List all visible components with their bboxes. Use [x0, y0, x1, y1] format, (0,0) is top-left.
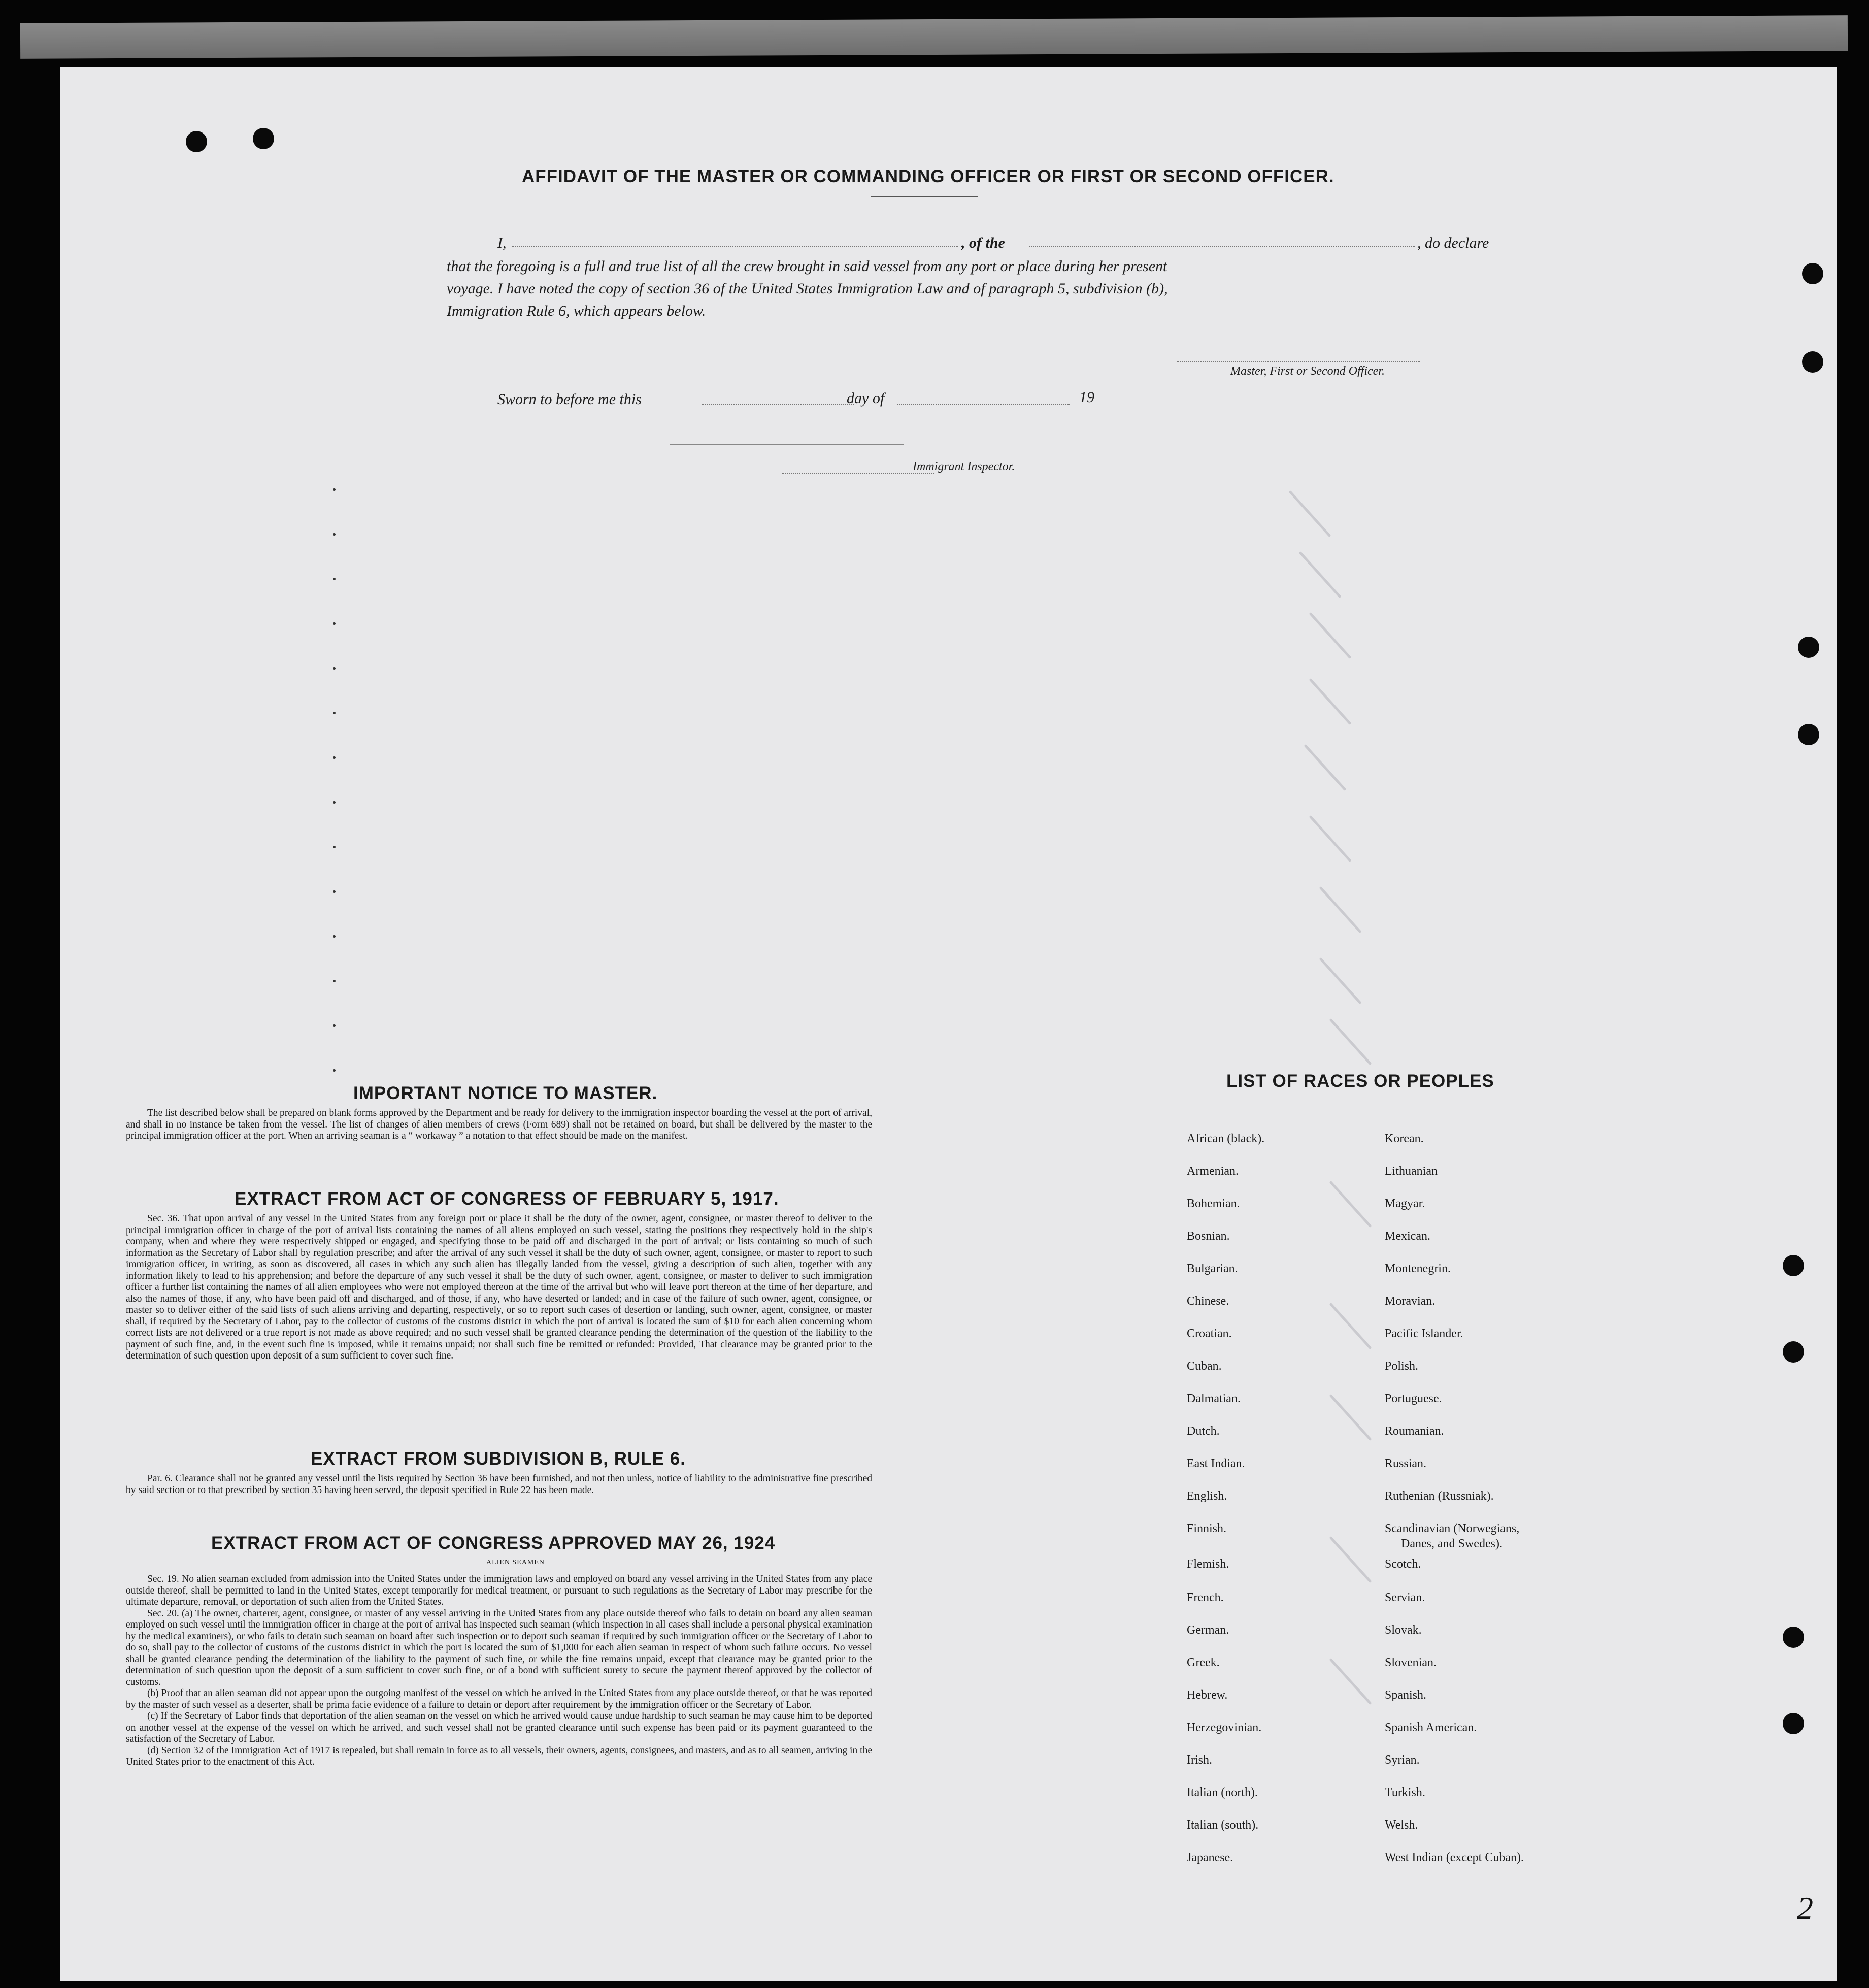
handwritten-page-number: 2 — [1797, 1890, 1813, 1926]
punch-hole — [186, 131, 207, 152]
race-item: Slovenian. — [1385, 1656, 1437, 1669]
race-item: Bulgarian. — [1187, 1262, 1238, 1275]
affidavit-body-line-1: that the foregoing is a full and true list of all the crew brought in said vessel from any port or place during her present — [447, 258, 1167, 275]
master-name-line[interactable] — [512, 246, 958, 247]
row-dot — [333, 1024, 336, 1027]
race-item: Syrian. — [1385, 1753, 1420, 1767]
race-item: Slovak. — [1385, 1623, 1422, 1637]
punch-hole — [1783, 1627, 1804, 1648]
race-item: Magyar. — [1385, 1197, 1425, 1210]
sec-36-paragraph: Sec. 36. That upon arrival of any vessel in the United States from any foreign port or place it shall be the duty of the owner, agent, consignee, or master thereof to deliver to the principal immigration officer in charge of the port of arrival lists containing the names of all aliens employed on such vessel, stating the positions they respectively hold in the ship's company, when and where they were respectively shipped or engaged, and specifying those to be paid off and discharged in the port of arrival; or lists containing so much of such information as the Secretary of Labor shall by regulation prescribe; and after the arrival of any such vessel it shall be the duty of such owner, agent, consignee, or master to report to such immigration officer, in writing, as soon as discovered, all cases in which any such alien has illegally landed from the vessel, giving a description of such alien, together with any information likely to lead to his apprehension; and before the departure of any such vessel it shall be the duty of such owner, agent, consignee, or master to deliver to such immigration officer a further list containing the names of all alien employees who were not employed thereon at the time of the arrival but who will leave port thereon at the time of her departure, and also the names of those, if any, who have been paid off and discharged, and of those, if any, who have deserted or landed; and in case of the failure of such owner, agent, consignee, or master so to deliver either of the said lists of such aliens arriving and departing, respectively, or so to report such cases of desertion or landing, such owner, agent, consignee, or master shall, if required by the Secretary of Labor, pay to the collector of customs of the customs district in which the port of arrival is located the sum of $10 for each alien concerning whom correct lists are not delivered or a true report is not made as above required; and no such vessel shall be granted clearance pending the determination of the question of the liability to the payment of such fine, and, in the event such fine is imposed, while it remains unpaid; nor shall such fine be remitted or refunded: Provided, That clearance may be granted prior to the determination of such question upon deposit of a sum sufficient to cover such fine. — [126, 1213, 872, 1361]
row-dot — [333, 622, 336, 625]
extract-1917-title: EXTRACT FROM ACT OF CONGRESS OF FEBRUARY 5, 1917. — [235, 1189, 779, 1209]
bleed-through-mark — [1319, 957, 1361, 1005]
vessel-name-line[interactable] — [1029, 246, 1415, 247]
inspector-signature-line[interactable] — [782, 473, 934, 474]
punch-hole — [1783, 1713, 1804, 1734]
row-dot — [333, 801, 336, 804]
race-item: Herzegovinian. — [1187, 1721, 1262, 1734]
race-item: Spanish. — [1385, 1688, 1427, 1702]
row-dot — [333, 935, 336, 938]
inspector-signature-rule — [670, 444, 904, 445]
race-item: Lithuanian — [1385, 1165, 1438, 1178]
race-item: Greek. — [1187, 1656, 1220, 1669]
sec-19-paragraph: Sec. 19. No alien seaman excluded from admission into the United States under the immigration laws and employed on board any vessel arriving in the United States from any place outside thereof, shall be permitted to land in the United States, except temporarily for medical treatment, or pursuant to such regulations as the Secretary of Labor may prescribe for the ultimate departure, removal, or deportation of such alien from the United States. — [126, 1574, 872, 1607]
punch-hole — [253, 128, 274, 149]
bleed-through-mark — [1309, 612, 1351, 659]
row-dot — [333, 980, 336, 982]
race-item: African (black). — [1187, 1132, 1265, 1145]
race-item: Italian (south). — [1187, 1818, 1259, 1832]
row-dot — [333, 488, 336, 491]
race-item: Scotch. — [1385, 1558, 1421, 1571]
race-item: French. — [1187, 1591, 1224, 1604]
race-item: Chinese. — [1187, 1295, 1229, 1308]
row-dot — [333, 578, 336, 580]
punch-hole — [1798, 637, 1819, 658]
affidavit-body-line-3: Immigration Rule 6, which appears below. — [447, 303, 706, 319]
of-the-label: , of the — [961, 235, 1005, 251]
sworn-label: Sworn to before me this — [497, 391, 642, 408]
affidavit-body-line-2: voyage. I have noted the copy of section 36 of the United States Immigration Law and of paragraph 5, subdivision (b), — [447, 280, 1168, 297]
race-item-continuation: Danes, and Swedes). — [1401, 1537, 1503, 1550]
extract-1924-title: EXTRACT FROM ACT OF CONGRESS APPROVED MAY 26, 1924 — [211, 1533, 776, 1553]
race-item: Ruthenian (Russniak). — [1385, 1489, 1494, 1503]
race-item: Hebrew. — [1187, 1688, 1228, 1702]
punch-hole — [1783, 1255, 1804, 1276]
race-item: Servian. — [1385, 1591, 1425, 1604]
affidavit-i-label: I, — [497, 235, 507, 251]
master-signature-line[interactable] — [1177, 361, 1420, 362]
bleed-through-mark — [1304, 744, 1346, 791]
race-item: Irish. — [1187, 1753, 1212, 1767]
extract-1917-text — [126, 1213, 872, 1362]
notice-paragraph: The list described below shall be prepared on blank forms approved by the Department and be ready for delivery to the immigration inspector boarding the vessel at the port of arrival, and shall in no instance be taken from the vessel. The list of changes of alien members of crews (Form 689) shall not be retained on board, but shall be delivered by the master to the principal immigration officer at the port. When an arriving seaman is a “ workaway ” a notation to that effect should be made on the manifest. — [126, 1108, 872, 1141]
race-item: Cuban. — [1187, 1360, 1222, 1373]
row-dot — [333, 756, 336, 759]
manifest-page — [60, 67, 1837, 1981]
sworn-month-line[interactable] — [897, 404, 1070, 405]
race-item: Bosnian. — [1187, 1230, 1230, 1243]
race-item: East Indian. — [1187, 1457, 1245, 1470]
bleed-through-mark — [1329, 1181, 1372, 1228]
race-item: Roumanian. — [1385, 1424, 1444, 1438]
par-6-paragraph: Par. 6. Clearance shall not be granted any vessel until the lists required by Section 36 have been furnished, and not then unless, notice of liability to the administrative fine prescribed by said section or to that prescribed by section 35 having been served, the deposit specified in Rule 22 has been made. — [126, 1473, 872, 1496]
race-item: Mexican. — [1385, 1230, 1430, 1243]
race-item: Armenian. — [1187, 1165, 1239, 1178]
race-item: Polish. — [1385, 1360, 1419, 1373]
race-item: Flemish. — [1187, 1558, 1229, 1571]
punch-hole — [1798, 724, 1819, 745]
race-item: Dalmatian. — [1187, 1392, 1241, 1405]
sec-20c-paragraph: (c) If the Secretary of Labor finds that deportation of the alien seaman on the vessel on which he arrived would cause undue hardship to such seaman he may cause him to be deported on another vessel at the expense of the vessel on which he arrived, and such vessel shall not be granted clearance until such expense has been paid or its payment guaranteed to the satisfaction of the Secretary of Labor. — [126, 1711, 872, 1744]
bleed-through-mark — [1329, 1303, 1372, 1350]
race-item: West Indian (except Cuban). — [1385, 1851, 1524, 1864]
row-dot — [333, 533, 336, 536]
bleed-through-mark — [1309, 815, 1351, 863]
bleed-through-mark — [1309, 678, 1351, 725]
sec-20d-paragraph: (d) Section 32 of the Immigration Act of 1917 is repealed, but shall remain in force as to all vessels, their owners, agents, consignees, and masters, and as to all seamen, arriving in the United States prior to the enactment of this Act. — [126, 1745, 872, 1767]
races-title: LIST OF RACES OR PEOPLES — [1226, 1071, 1494, 1091]
title-rule — [871, 196, 978, 197]
race-item: Welsh. — [1385, 1818, 1418, 1832]
master-signature-caption: Master, First or Second Officer. — [1230, 365, 1385, 378]
bleed-through-mark — [1329, 1658, 1372, 1705]
row-dot — [333, 890, 336, 893]
declare-label: , do declare — [1417, 235, 1489, 251]
extract-1924-text — [126, 1574, 872, 1768]
race-item: Dutch. — [1187, 1424, 1220, 1438]
notice-text — [126, 1108, 872, 1142]
bleed-through-mark — [1329, 1394, 1372, 1441]
row-dot — [333, 667, 336, 670]
race-item: German. — [1187, 1623, 1229, 1637]
bleed-through-mark — [1288, 490, 1331, 538]
row-dot — [333, 1069, 336, 1072]
sec-20b-paragraph: (b) Proof that an alien seaman did not appear upon the outgoing manifest of the vessel on which he arrived in the United States from any place outside thereof, or that he was reported by the master of such vessel as a deserter, shall be prima facie evidence of a failure to detain or deport after requirement by the immigration officer or the Secretary of Labor. — [126, 1688, 872, 1710]
alien-seamen-subtitle: ALIEN SEAMEN — [486, 1559, 545, 1566]
punch-hole — [1783, 1341, 1804, 1363]
bleed-through-mark — [1319, 886, 1361, 934]
race-item: Korean. — [1385, 1132, 1424, 1145]
bleed-through-mark — [1329, 1536, 1372, 1583]
race-item: Portuguese. — [1385, 1392, 1442, 1405]
row-dot — [333, 712, 336, 714]
bleed-through-mark — [1329, 1018, 1372, 1066]
race-item: Bohemian. — [1187, 1197, 1240, 1210]
race-item: Italian (north). — [1187, 1786, 1258, 1799]
race-item: Moravian. — [1385, 1295, 1436, 1308]
race-item: Turkish. — [1385, 1786, 1425, 1799]
punch-hole — [1802, 351, 1823, 373]
race-item: Finnish. — [1187, 1522, 1227, 1535]
row-dot — [333, 846, 336, 848]
race-item: Scandinavian (Norwegians, — [1385, 1522, 1520, 1535]
bleed-through-mark — [1298, 551, 1341, 599]
rule-6-title: EXTRACT FROM SUBDIVISION B, RULE 6. — [311, 1449, 686, 1469]
affidavit-title: AFFIDAVIT OF THE MASTER OR COMMANDING OFFICER OR FIRST OR SECOND OFFICER. — [522, 167, 1334, 186]
race-item: English. — [1187, 1489, 1227, 1503]
race-item: Pacific Islander. — [1385, 1327, 1463, 1340]
sec-20a-paragraph: Sec. 20. (a) The owner, charterer, agent, consignee, or master of any vessel arriving in the United States from any place outside thereof who fails to detain on board any alien seaman employed on such vessel until the immigration officer in charge at the port of arrival has inspected such seaman (which inspection in all cases shall include a personal physical examination by the medical examiners), or who fails to detain such seaman on board after such inspection or to deport such seaman if required by such immigration officer or the Secretary of Labor to do so, shall pay to the collector of customs of the customs district in which the port is located the sum of $1,000 for each alien seaman in respect of whom such failure occurs. No vessel shall be granted clearance pending the determination of the liability to the payment of such fine, or while the fine remains unpaid, except that clearance may be granted prior to the determination of such question upon the deposit of a sum sufficient to cover such fine, or of a bond with sufficient surety to secure the payment thereof approved by the collector of customs. — [126, 1608, 872, 1687]
race-item: Japanese. — [1187, 1851, 1233, 1864]
sworn-day-line[interactable] — [702, 404, 854, 405]
day-of-label: day of — [847, 390, 885, 407]
race-item: Montenegrin. — [1385, 1262, 1451, 1275]
race-item: Russian. — [1385, 1457, 1427, 1470]
race-item: Croatian. — [1187, 1327, 1232, 1340]
inspector-caption: Immigrant Inspector. — [913, 460, 1015, 473]
notice-title: IMPORTANT NOTICE TO MASTER. — [353, 1083, 658, 1103]
rule-6-text — [126, 1473, 872, 1496]
punch-hole — [1802, 263, 1823, 284]
year-label: 19 — [1079, 389, 1094, 406]
film-edge-strip — [20, 15, 1848, 59]
race-item: Spanish American. — [1385, 1721, 1477, 1734]
